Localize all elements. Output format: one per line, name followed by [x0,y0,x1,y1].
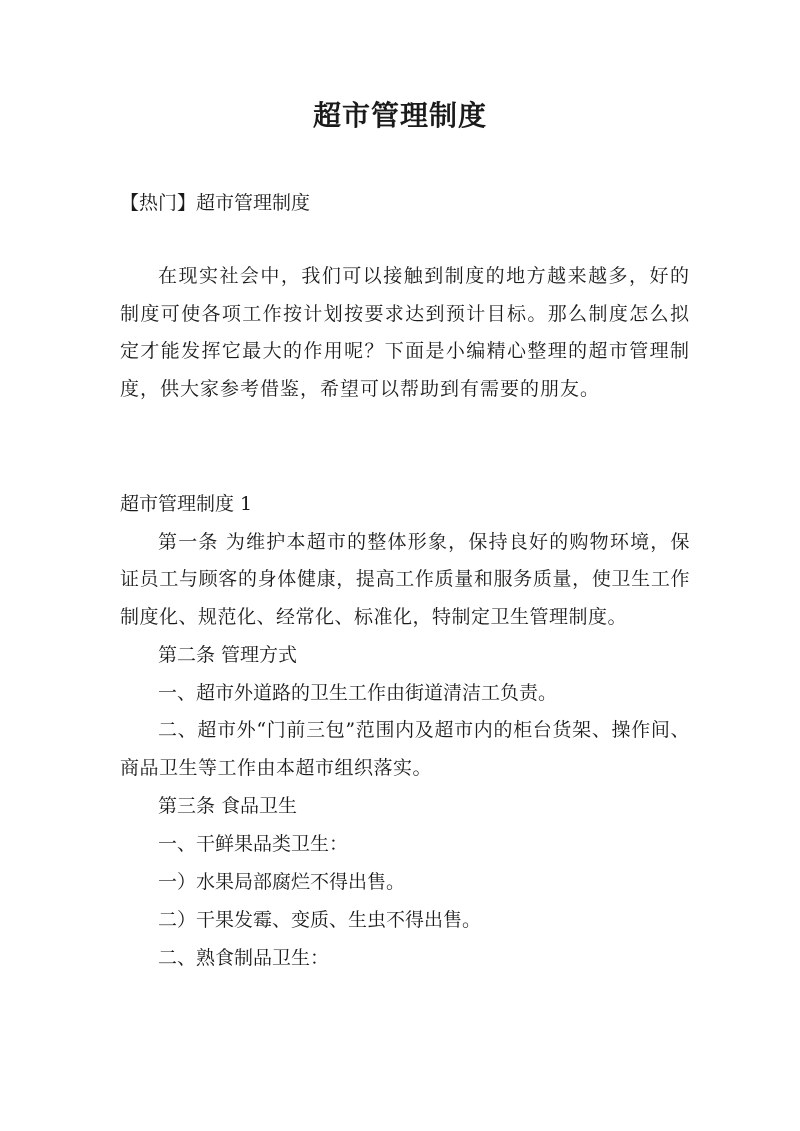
article-2-item-1: 一、超市外道路的卫生工作由街道清洁工负责。 [158,682,558,704]
article-1-paragraph: 第一条 为维护本超市的整体形象，保持良好的购物环境，保证员工与顾客的身体健康，提高工作质量和服务质量，使卫生工作制度化、规范化、经常化、标准化，特制定卫生管理制度。 [120,530,690,628]
intro-paragraph: 在现实社会中，我们可以接触到制度的地方越来越多，好的制度可使各项工作按计划按要求达到预计目标。那么制度怎么拟定才能发挥它最大的作用呢？下面是小编精心整理的超市管理制度，供大家参考借鉴，希望可以帮助到有需要的朋友。 [120,265,690,400]
page-title: 超市管理制度 [312,99,487,132]
article-3-subitem-1: 一）水果局部腐烂不得出售。 [158,871,406,893]
document-subtitle: 【热门】超市管理制度 [120,192,311,214]
section-1 [120,486,690,977]
article-3-heading: 第三条 食品卫生 [158,795,298,817]
article-3-subitem-2: 二）干果发霉、变质、生虫不得出售。 [158,909,482,931]
article-2-item-2: 二、超市外“门前三包”范围内及超市内的柜台货架、操作间、商品卫生等工作由本超市组织落实。 [120,719,690,779]
article-3-item-2: 二、熟食制品卫生： [158,947,330,969]
article-3-item-1: 一、干鲜果品类卫生： [158,833,349,855]
section-heading: 超市管理制度 1 [120,493,253,515]
article-2-heading: 第二条 管理方式 [158,644,298,666]
